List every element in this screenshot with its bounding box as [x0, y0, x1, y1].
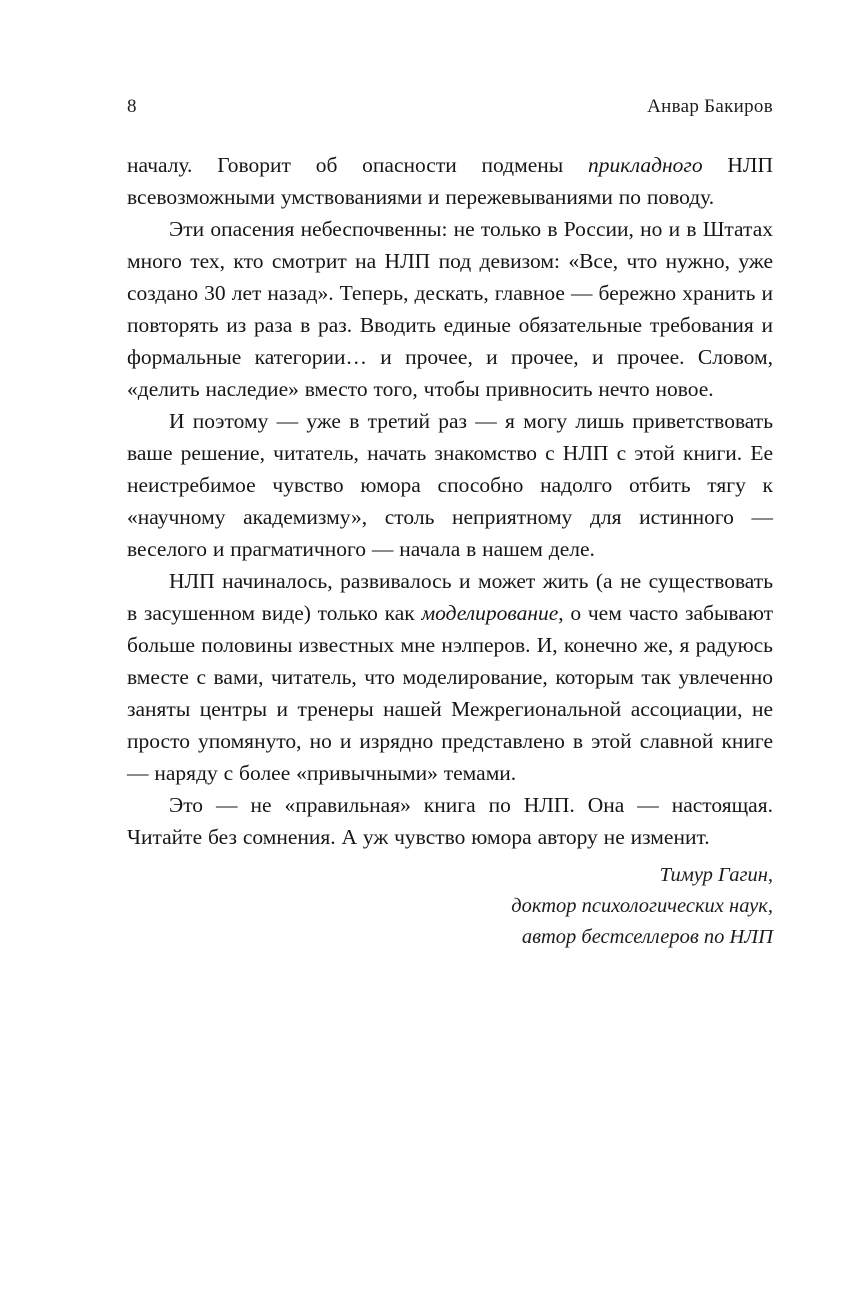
- signature-line: автор бестселлеров по НЛП: [521, 926, 773, 948]
- signature-line: Тимур Гагин,: [659, 864, 773, 886]
- text-segment: Это — не «правильная» книга по НЛП. Она — настоящая. Читайте без сомнения. А уж чувство юмора автору не изменит.: [127, 793, 773, 849]
- text-segment: НЛП начиналось, развивалось и может жить (а не существовать в засушенном виде) только как: [127, 569, 773, 625]
- text-segment: , о чем часто забывают больше половины известных мне нэлперов. И, конечно же, я радуюсь вместе с вами, читатель, что моделирование, которым так увлеченно заняты центры и тренеры нашей Межрегиональной ассоциации, не просто упомянуто, но и изрядно представлено в этой славной книге — наряду с более «привычными» темами.: [127, 601, 773, 785]
- running-head-author: Анвар Бакиров: [647, 96, 773, 117]
- text-segment: НЛП всевозможными умствованиями и пережевываниями по поводу.: [127, 153, 773, 209]
- text-segment: И поэтому — уже в третий раз — я могу лишь приветствовать ваше решение, читатель, начать знакомство с НЛП с этой книги. Ее неистребимое чувство юмора способно надолго отбить тягу к «научному академизму», столь неприятному для истинного — веселого и прагматичного — начала в нашем деле.: [127, 409, 773, 561]
- paragraph: [127, 789, 773, 853]
- paragraph: [127, 213, 773, 405]
- paragraph: [127, 565, 773, 789]
- page-number: 8: [127, 96, 137, 117]
- emphasized-text: моделирование: [421, 601, 559, 625]
- text-segment: началу. Говорит об опасности подмены: [127, 153, 589, 177]
- signature-line: доктор психологических наук,: [511, 895, 773, 917]
- paragraph: [127, 149, 773, 213]
- body-text: [127, 149, 773, 853]
- paragraph: [127, 405, 773, 565]
- text-segment: Эти опасения небеспочвенны: не только в России, но и в Штатах много тех, кто смотрит на НЛП под девизом: «Все, что нужно, уже создано 30 лет назад». Теперь, дескать, главное — бережно хранить и повторять из раза в раз. Вводить единые обязательные требования и формальные категории… и прочее, и прочее, и прочее. Словом, «делить наследие» вместо того, чтобы привносить нечто новое.: [127, 217, 773, 401]
- running-head: [127, 96, 773, 118]
- signature: [127, 860, 773, 953]
- emphasized-text: прикладного: [588, 153, 703, 177]
- page-content: [127, 96, 773, 953]
